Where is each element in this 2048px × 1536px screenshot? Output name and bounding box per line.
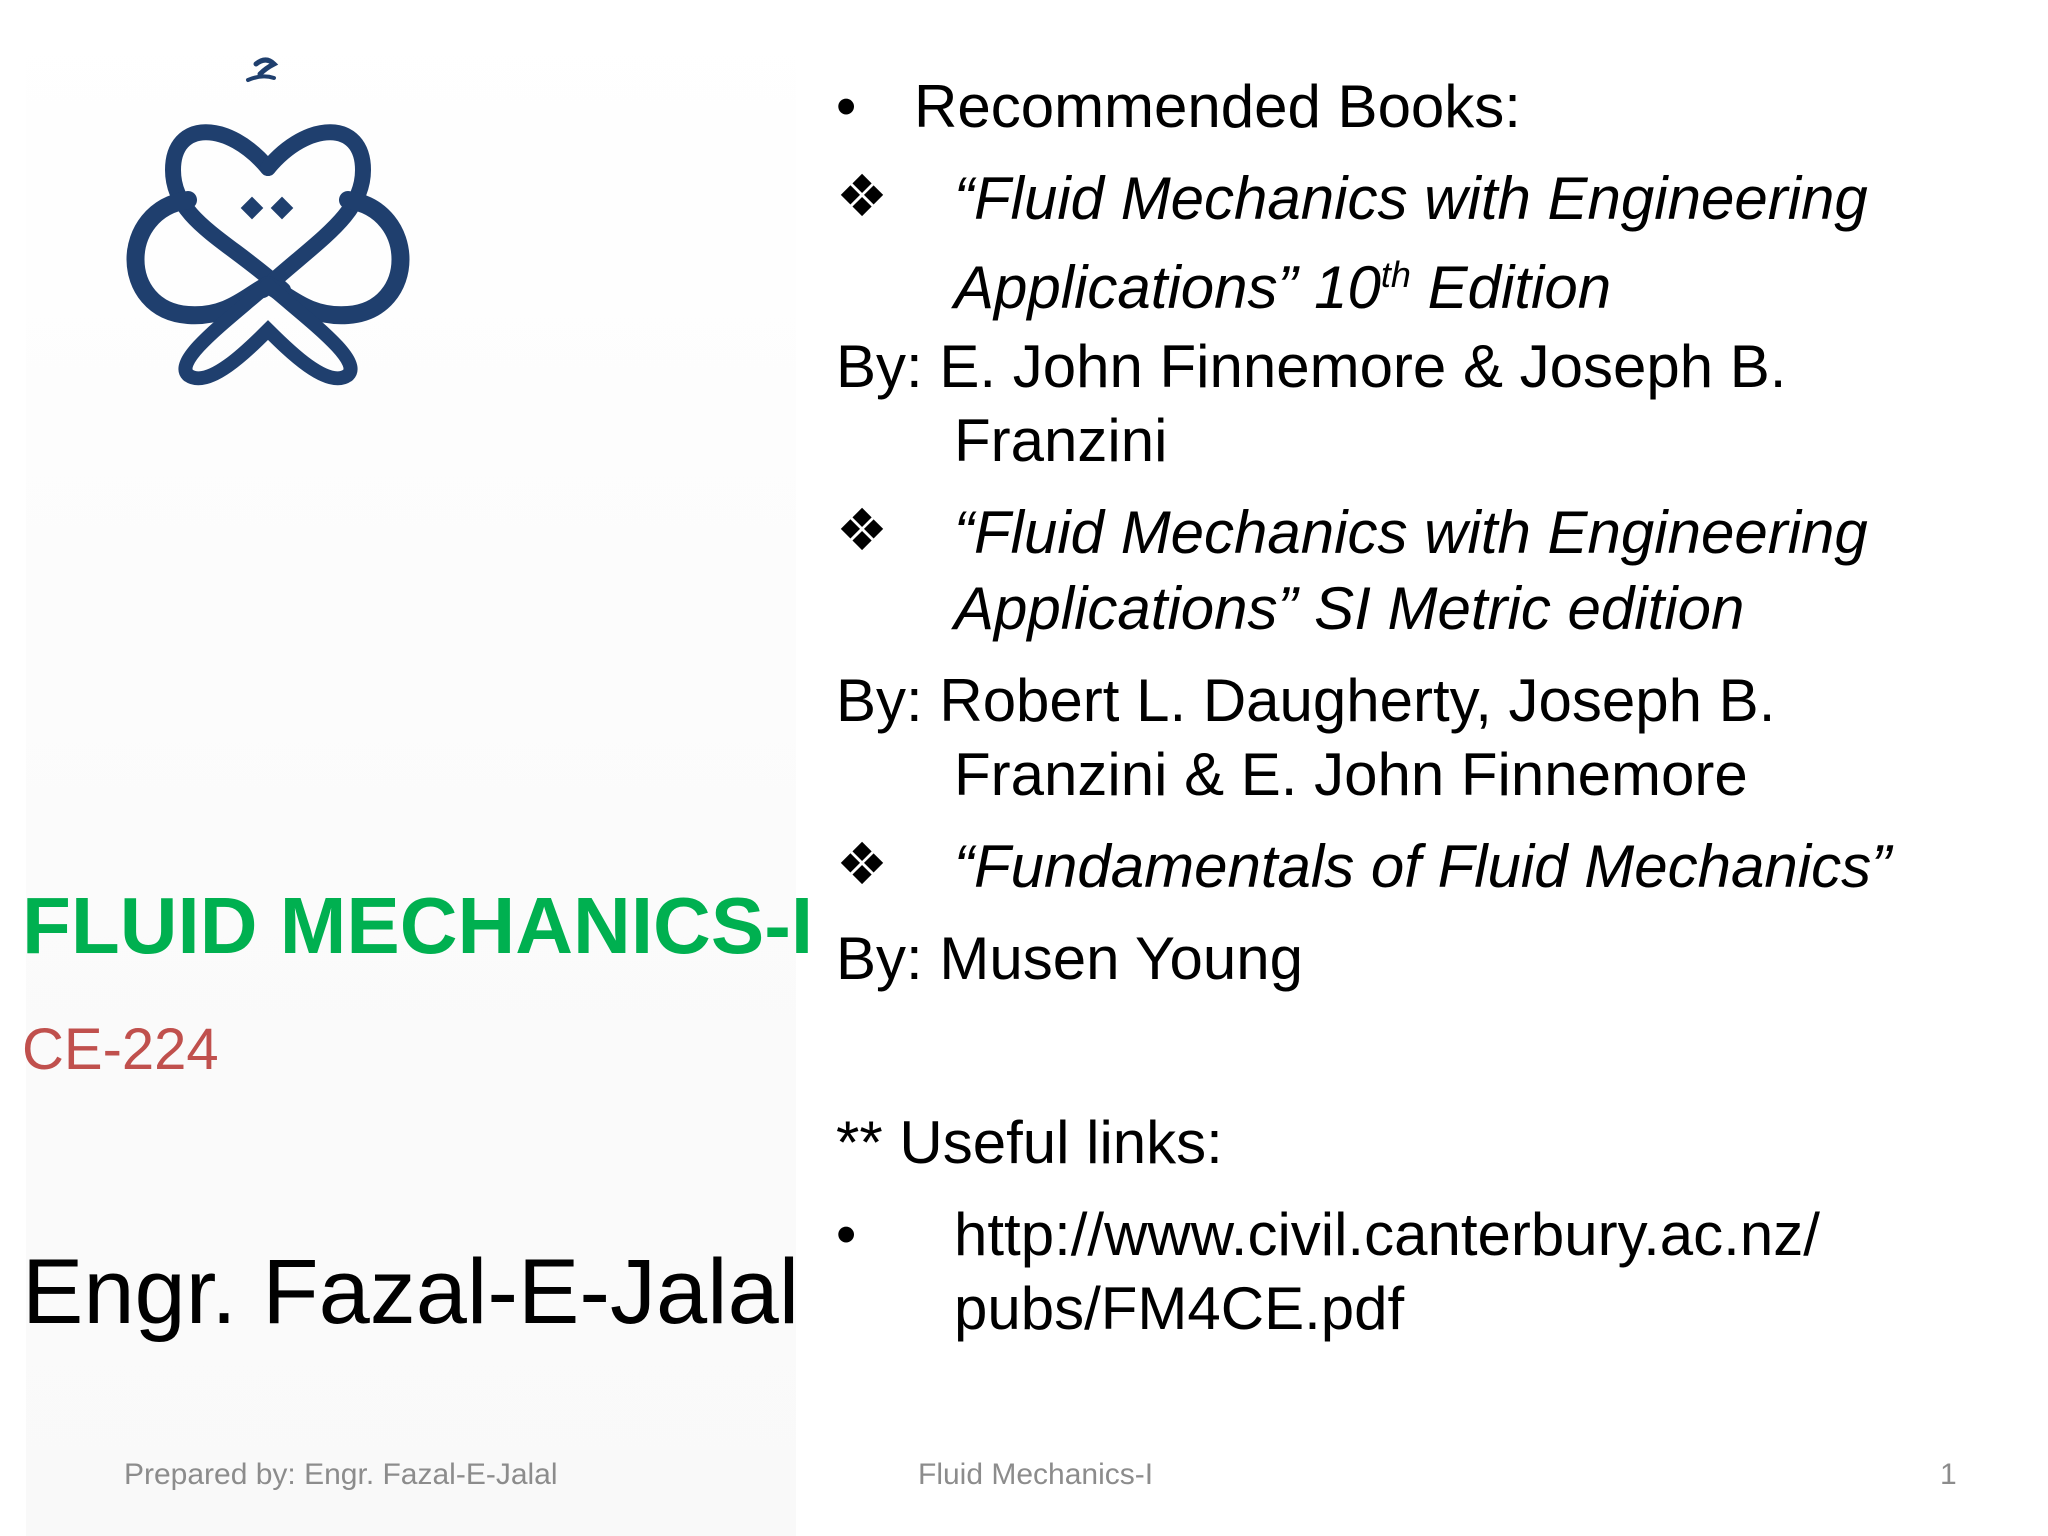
- course-title: FLUID MECHANICS-I: [22, 881, 814, 970]
- book-3-authors: By: Musen Young: [836, 925, 1304, 992]
- book-2-authors-line2: Franzini & E. John Finnemore: [954, 741, 1748, 808]
- bullet-icon: •: [836, 1202, 857, 1267]
- useful-link-line2[interactable]: pubs/FM4CE.pdf: [954, 1275, 1405, 1342]
- useful-links-heading: ** Useful links:: [836, 1109, 1223, 1176]
- book-2-title-line1: “Fluid Mechanics with Engineering: [954, 499, 1868, 566]
- footer-title: Fluid Mechanics-I: [918, 1458, 1154, 1491]
- diamond-bullet-icon: ❖: [836, 164, 888, 229]
- book-1-authors-line2: Franzini: [954, 407, 1168, 474]
- bullet-icon: •: [836, 74, 857, 139]
- footer-prepared-by: Prepared by: Engr. Fazal-E-Jalal: [124, 1458, 558, 1491]
- recommended-books-heading: Recommended Books:: [914, 73, 1521, 140]
- diamond-bullet-icon: ❖: [836, 832, 888, 897]
- diamond-bullet-icon: ❖: [836, 498, 888, 563]
- university-logo: [78, 50, 458, 390]
- book-1-title-line2: Applications” 10th Edition: [954, 254, 1612, 321]
- course-code: CE-224: [22, 1017, 219, 1082]
- instructor-name: Engr. Fazal-E-Jalal: [22, 1241, 800, 1343]
- book-1-authors-line1: By: E. John Finnemore & Joseph B.: [836, 333, 1787, 400]
- book-2-title-line2: Applications” SI Metric edition: [954, 575, 1745, 642]
- book-3-title: “Fundamentals of Fluid Mechanics”: [954, 833, 1892, 900]
- useful-link-line1[interactable]: http://www.civil.canterbury.ac.nz/: [954, 1201, 1820, 1268]
- footer-page-number: 1: [1940, 1458, 1957, 1491]
- book-2-authors-line1: By: Robert L. Daugherty, Joseph B.: [836, 667, 1776, 734]
- book-1-title-line1: “Fluid Mechanics with Engineering: [954, 165, 1868, 232]
